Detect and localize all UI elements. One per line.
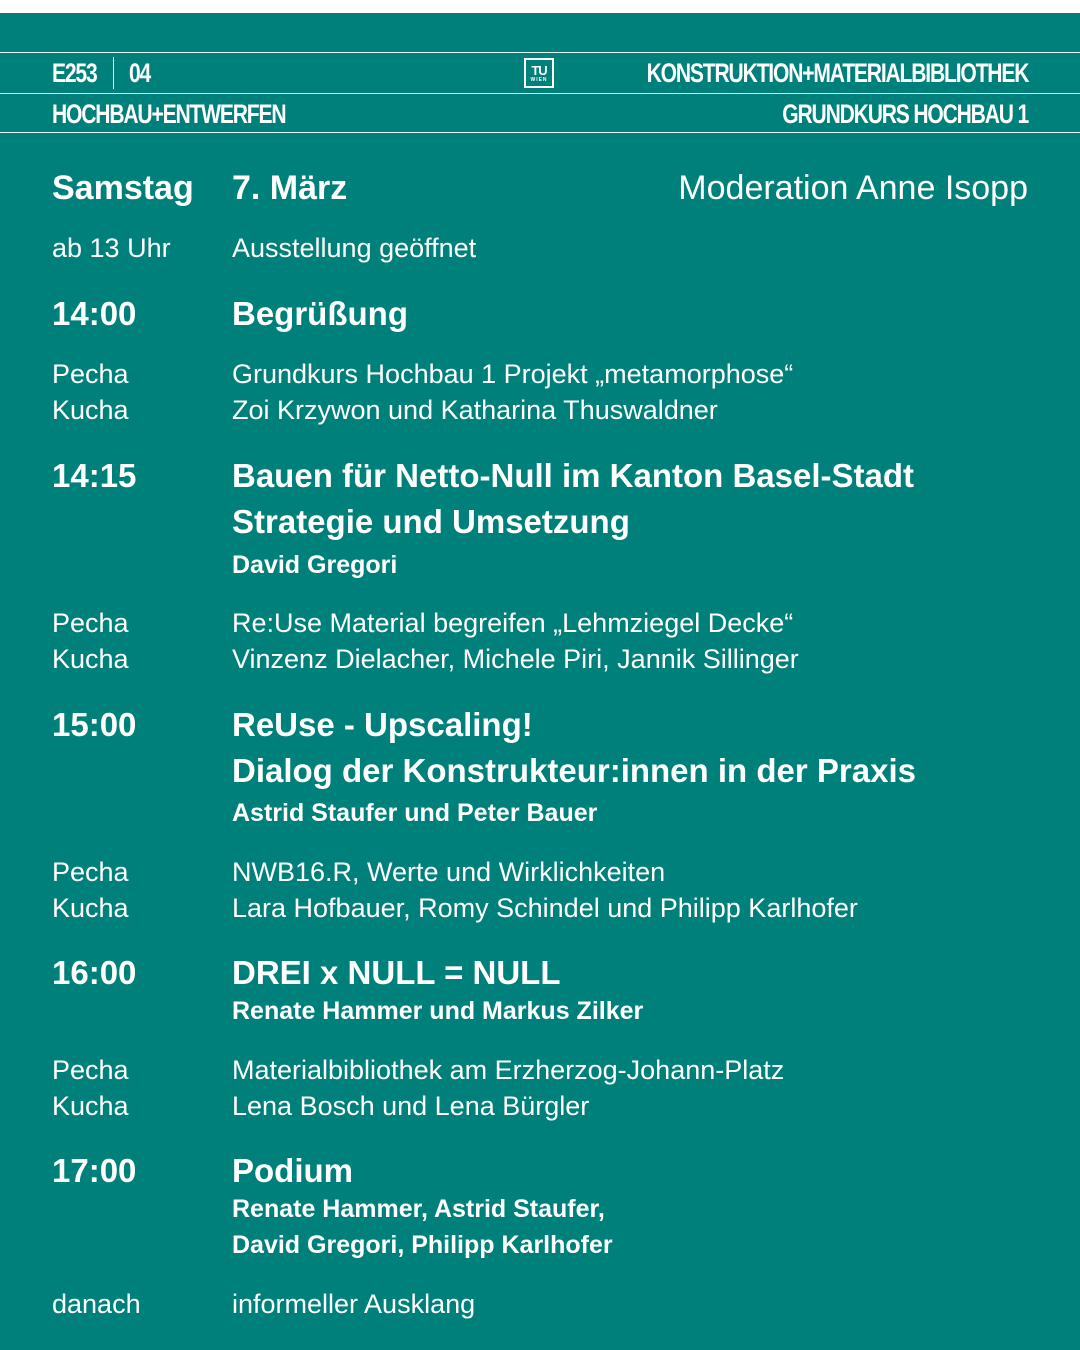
- top-band: [0, 0, 1080, 13]
- pecha-kucha-label: Kucha: [52, 395, 129, 425]
- pecha-kucha-project: Materialbibliothek am Erzherzog-Johann-Platz: [232, 1055, 785, 1085]
- session-speaker: Astrid Staufer und Peter Bauer: [232, 799, 598, 827]
- session-speaker: David Gregori: [232, 551, 398, 579]
- session-title: Podium: [232, 1152, 353, 1189]
- moderation: Moderation Anne Isopp: [678, 169, 1028, 207]
- header-library: KONSTRUKTION+MATERIALBIBLIOTHEK: [646, 58, 1028, 88]
- session-time: 15:00: [52, 706, 137, 743]
- header-department: HOCHBAU+ENTWERFEN: [52, 99, 286, 129]
- header-rule-top: [0, 52, 1080, 53]
- closing-time: danach: [52, 1289, 141, 1319]
- session-subtitle: Dialog der Konstrukteur:innen in der Praxis: [232, 752, 916, 789]
- pecha-kucha-presenters: Lara Hofbauer, Romy Schindel und Philipp Karlhofer: [232, 893, 858, 923]
- session-time: 16:00: [52, 954, 137, 991]
- day-weekday: Samstag: [52, 169, 194, 207]
- header-rule-middle: [0, 93, 1080, 94]
- tu-wien-logo: [524, 58, 554, 88]
- header-code: E253: [52, 58, 97, 88]
- session-title: Bauen für Netto-Null im Kanton Basel-Stadt: [232, 457, 915, 494]
- pecha-kucha-label: Pecha: [52, 359, 129, 389]
- session-time: 14:15: [52, 457, 137, 494]
- pecha-kucha-label: Kucha: [52, 893, 129, 923]
- pecha-kucha-label: Kucha: [52, 1091, 129, 1121]
- session-subtitle: Strategie und Umsetzung: [232, 503, 630, 540]
- pecha-kucha-label: Pecha: [52, 1055, 129, 1085]
- pecha-kucha-presenters: Vinzenz Dielacher, Michele Piri, Jannik Sillinger: [232, 644, 799, 674]
- pecha-kucha-project: Grundkurs Hochbau 1 Projekt „metamorphose“: [232, 359, 794, 389]
- session-time: 17:00: [52, 1152, 137, 1189]
- opening-time: ab 13 Uhr: [52, 233, 171, 263]
- header-number: 04: [129, 58, 151, 88]
- session-speaker: Renate Hammer und Markus Zilker: [232, 997, 644, 1025]
- pecha-kucha-label: Pecha: [52, 857, 129, 887]
- opening-text: Ausstellung geöffnet: [232, 233, 477, 263]
- pecha-kucha-label: Kucha: [52, 644, 129, 674]
- pecha-kucha-presenters: Lena Bosch und Lena Bürgler: [232, 1091, 590, 1121]
- pecha-kucha-project: Re:Use Material begreifen „Lehmziegel Decke“: [232, 608, 794, 638]
- pecha-kucha-label: Pecha: [52, 608, 129, 638]
- header-separator: [113, 57, 114, 89]
- session-speaker: David Gregori, Philipp Karlhofer: [232, 1231, 613, 1259]
- pecha-kucha-presenters: Zoi Krzywon und Katharina Thuswaldner: [232, 395, 718, 425]
- header-rule-bottom: [0, 132, 1080, 133]
- closing-text: informeller Ausklang: [232, 1289, 476, 1319]
- session-speaker: Renate Hammer, Astrid Staufer,: [232, 1195, 605, 1223]
- session-time: 14:00: [52, 295, 137, 332]
- logo-text: TU: [531, 62, 547, 78]
- day-date: 7. März: [232, 169, 348, 207]
- logo-subtext: WIEN: [530, 76, 548, 83]
- pecha-kucha-project: NWB16.R, Werte und Wirklichkeiten: [232, 857, 666, 887]
- session-title: ReUse - Upscaling!: [232, 706, 533, 743]
- header-course: GRUNDKURS HOCHBAU 1: [782, 99, 1028, 129]
- session-title: DREI x NULL = NULL: [232, 954, 561, 991]
- session-title: Begrüßung: [232, 295, 408, 332]
